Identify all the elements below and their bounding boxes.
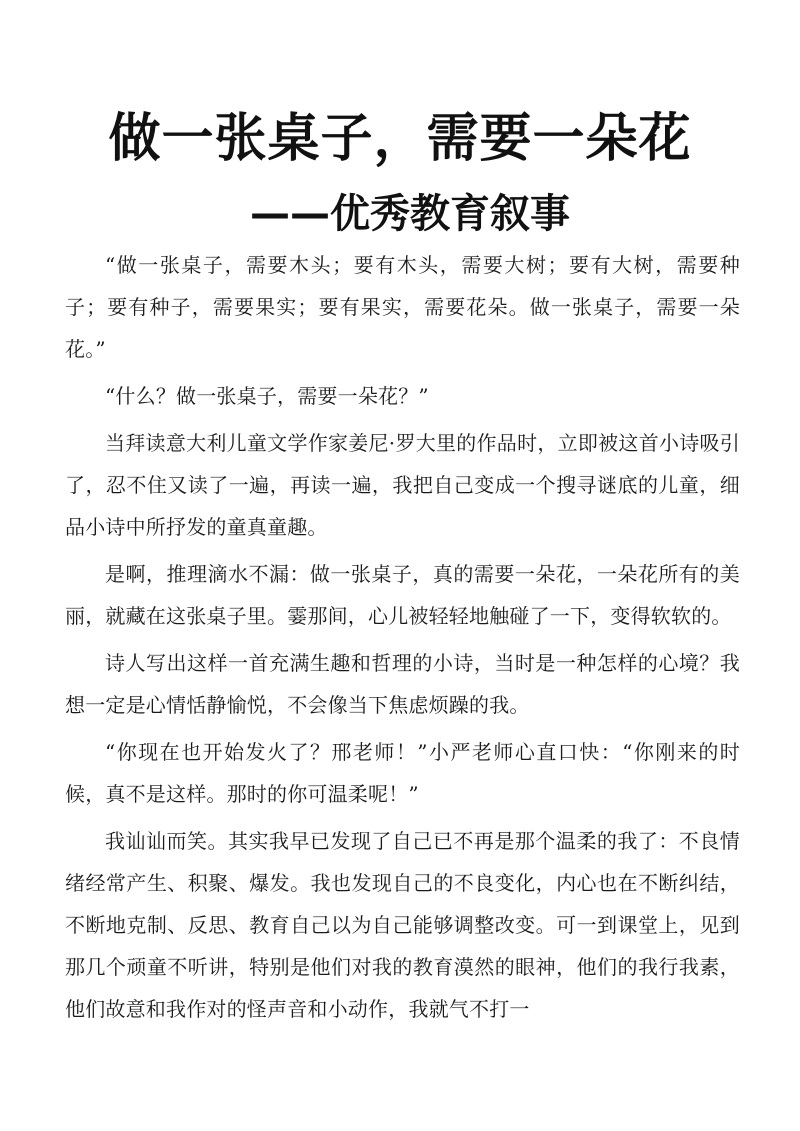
paragraph: “你现在也开始发火了？邢老师！”小严老师心直口快：“你刚来的时候，真不是这样。那时的你可温柔呢！” (65, 740, 740, 806)
paragraph: “什么？做一张桌子，需要一朵花？” (105, 384, 429, 408)
paragraph: “做一张桌子，需要木头；要有木头，需要大树；要有大树，需要种子；要有种子，需要果实；要有果实，需要花朵。做一张桌子，需要一朵花。” (65, 253, 740, 361)
document-title: 做一张桌子，需要一朵花 (108, 109, 692, 169)
paragraph: 诗人写出这样一首充满生趣和哲理的小诗，当时是一种怎样的心境？我想一定是心情恬静愉悦，不会像当下焦虑烦躁的我。 (65, 651, 740, 717)
document-subtitle: ——优秀教育叙事 (250, 191, 570, 237)
paragraph: 我讪讪而笑。其实我早已发现了自己已不再是那个温柔的我了：不良情绪经常产生、积聚、爆发。我也发现自己的不良变化，内心也在不断纠结，不断地克制、反思、教育自己以为自己能够调整改变。可一到课堂上，见到那几个顽童不听讲，特别是他们对我的教育漠然的眼神，他们的我行我素，他们故意和我作对的怪声音和小动作，我就气不打一 (65, 829, 740, 1021)
paragraph: 是啊，推理滴水不漏：做一张桌子，真的需要一朵花，一朵花所有的美丽，就藏在这张桌子里。霎那间，心儿被轻轻地触碰了一下，变得软软的。 (65, 562, 740, 628)
paragraph: 当拜读意大利儿童文学作家姜尼·罗大里的作品时，立即被这首小诗吸引了，忍不住又读了一遍，再读一遍，我把自己变成一个搜寻谜底的儿童，细品小诗中所抒发的童真童趣。 (65, 431, 740, 539)
document-body (65, 244, 740, 1035)
